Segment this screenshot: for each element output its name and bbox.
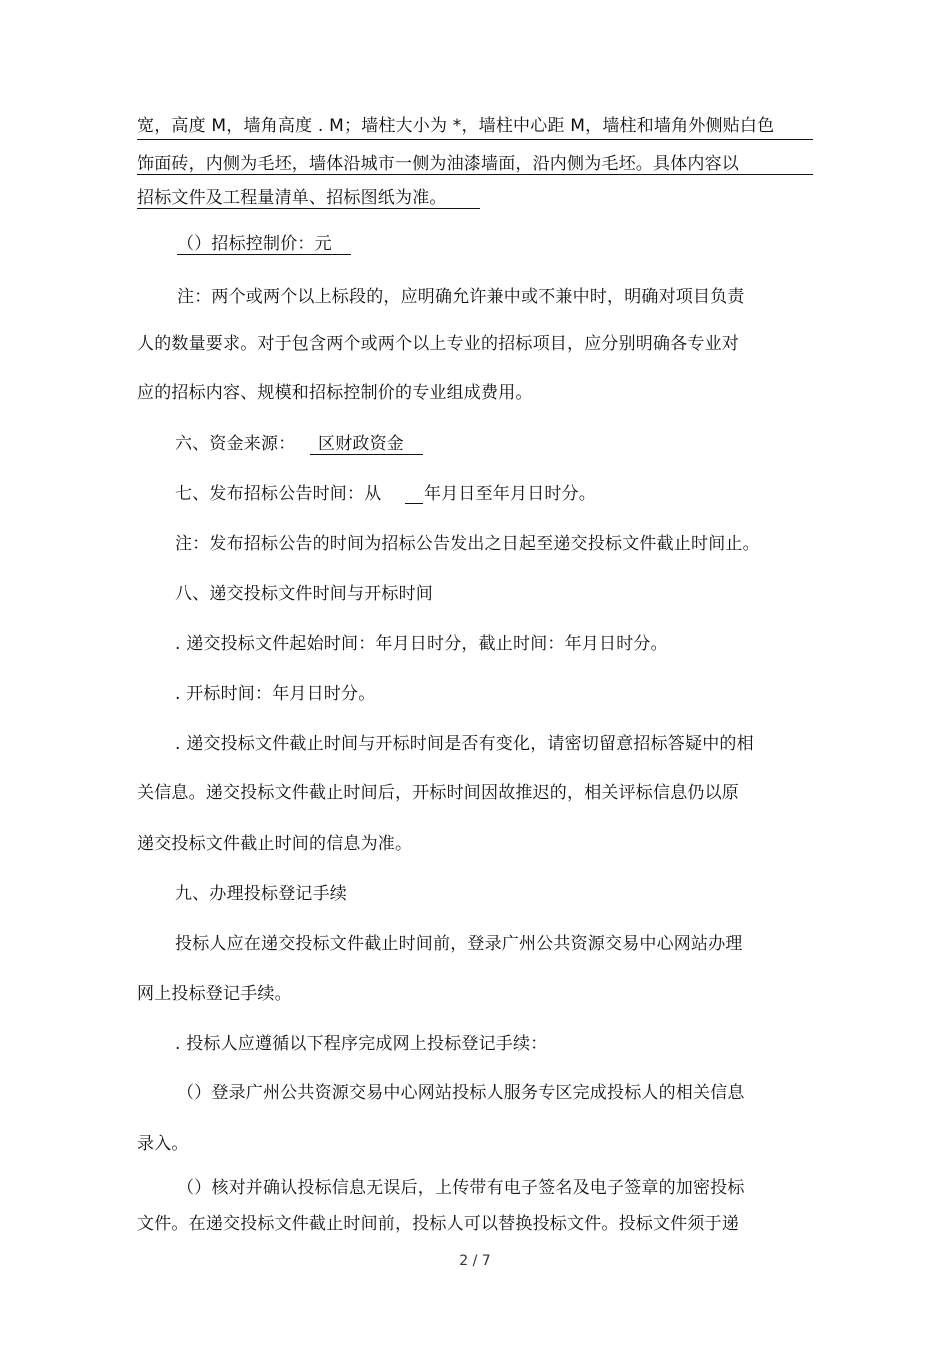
list-item: . 递交投标文件截止时间与开标时间是否有变化，请密切留意招标答疑中的相 xyxy=(175,734,754,754)
underline-rule xyxy=(310,454,423,455)
paragraph-line: 递交投标文件截止时间的信息为准。 xyxy=(137,834,413,854)
control-price-line: （）招标控制价：元 xyxy=(177,234,332,254)
paragraph-line: 投标人应在递交投标文件截止时间前，登录广州公共资源交易中心网站办理 xyxy=(175,934,743,954)
funds-value: 区财政资金 xyxy=(318,434,404,454)
blank-rule xyxy=(405,503,423,504)
list-item: . 开标时间：年月日时分。 xyxy=(175,684,376,704)
paragraph-line: 关信息。递交投标文件截止时间后，开标时间因故推迟的，相关评标信息仍以原 xyxy=(137,783,739,803)
underline-rule xyxy=(137,174,813,175)
note-line: 应的招标内容、规模和招标控制价的专业组成费用。 xyxy=(137,383,533,403)
list-item: （）登录广州公共资源交易中心网站投标人服务专区完成投标人的相关信息 xyxy=(177,1083,745,1103)
section-heading: 八、递交投标文件时间与开标时间 xyxy=(175,584,433,604)
funds-label: 六、资金来源： xyxy=(175,434,296,454)
paragraph-line: 招标文件及工程量清单、招标图纸为准。 xyxy=(137,188,447,208)
note-line: 注：两个或两个以上标段的，应明确允许兼中或不兼中时，明确对项目负责 xyxy=(177,287,745,307)
paragraph-line: 网上投标登记手续。 xyxy=(137,984,292,1004)
publish-time-value: 年月日至年月日时分。 xyxy=(424,484,596,504)
list-item: . 递交投标文件起始时间：年月日时分，截止时间：年月日时分。 xyxy=(175,634,668,654)
paragraph-line: 宽，高度 M，墙角高度 . M；墙柱大小为 *，墙柱中心距 M，墙柱和墙角外侧贴白色 xyxy=(137,116,775,136)
paragraph-line: 饰面砖，内侧为毛坯，墙体沿城市一侧为油漆墙面，沿内侧为毛坯。具体内容以 xyxy=(137,154,739,174)
list-item: . 投标人应遵循以下程序完成网上投标登记手续： xyxy=(175,1034,548,1054)
publish-time-label: 七、发布招标公告时间：从 xyxy=(175,484,382,504)
underline-rule xyxy=(137,208,480,209)
underline-rule xyxy=(137,139,813,140)
page-number: 2 / 7 xyxy=(459,1253,491,1269)
section-heading: 九、办理投标登记手续 xyxy=(175,884,347,904)
underline-rule xyxy=(177,254,351,255)
list-item: （）核对并确认投标信息无误后，上传带有电子签名及电子签章的加密投标 xyxy=(177,1178,745,1198)
note-line: 人的数量要求。对于包含两个或两个以上专业的招标项目，应分别明确各专业对 xyxy=(137,334,739,354)
note-line: 注：发布招标公告的时间为招标公告发出之日起至递交投标文件截止时间止。 xyxy=(175,534,760,554)
paragraph-line: 录入。 xyxy=(137,1134,189,1154)
paragraph-line: 文件。在递交投标文件截止时间前，投标人可以替换投标文件。投标文件须于递 xyxy=(137,1214,739,1234)
